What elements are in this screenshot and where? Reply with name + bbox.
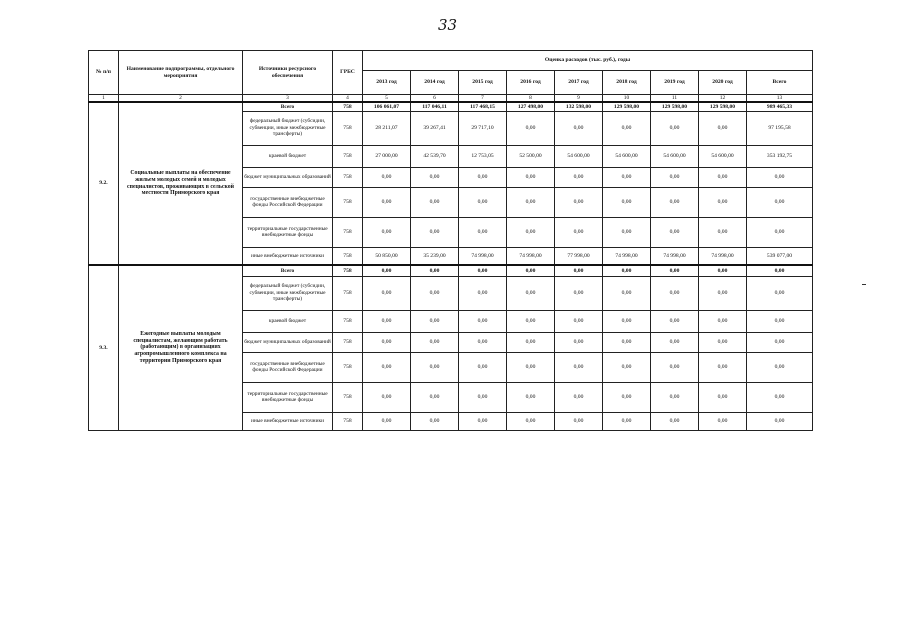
total-value: 353 192,75	[747, 145, 813, 167]
year-value: 0,00	[603, 217, 651, 247]
total-value: 0,00	[747, 217, 813, 247]
grbs-code: 758	[333, 276, 363, 310]
total-value: 0,00	[747, 382, 813, 412]
year-value: 0,00	[411, 310, 459, 332]
column-number: 12	[699, 95, 747, 103]
year-value: 0,00	[699, 310, 747, 332]
year-value: 54 600,00	[603, 145, 651, 167]
year-value: 0,00	[603, 167, 651, 187]
year-value: 117 046,11	[411, 102, 459, 111]
total-row	[89, 265, 813, 276]
year-value: 0,00	[555, 187, 603, 217]
year-value: 0,00	[651, 352, 699, 382]
year-value: 0,00	[507, 352, 555, 382]
column-number: 5	[363, 95, 411, 103]
year-value: 0,00	[459, 412, 507, 430]
year-value: 0,00	[411, 276, 459, 310]
total-value: 0,00	[747, 187, 813, 217]
year-value: 0,00	[555, 265, 603, 276]
year-value: 0,00	[363, 217, 411, 247]
year-value: 0,00	[699, 265, 747, 276]
year-value: 0,00	[507, 276, 555, 310]
funding-source: государственные внебюджетные фонды Российской Федерации	[243, 187, 333, 217]
table-body	[89, 102, 813, 430]
year-value: 0,00	[555, 167, 603, 187]
funding-source: государственные внебюджетные фонды Российской Федерации	[243, 352, 333, 382]
year-value: 129 598,00	[603, 102, 651, 111]
year-value: 0,00	[459, 382, 507, 412]
year-value: 74 998,00	[459, 247, 507, 265]
year-value: 0,00	[507, 332, 555, 352]
year-value: 0,00	[603, 276, 651, 310]
funding-source: Всего	[243, 102, 333, 111]
year-value: 0,00	[363, 276, 411, 310]
section-number: 9.3.	[89, 265, 119, 430]
year-value: 0,00	[363, 265, 411, 276]
year-value: 0,00	[603, 412, 651, 430]
funding-source: федеральный бюджет (субсидии, субвенции, иные межбюджетные трансферты)	[243, 111, 333, 145]
total-value: 0,00	[747, 310, 813, 332]
year-value: 0,00	[603, 382, 651, 412]
year-value: 0,00	[699, 276, 747, 310]
year-value: 0,00	[699, 217, 747, 247]
header-year: 2013 год	[363, 71, 411, 95]
header-estimate: Оценка расходов (тыс. руб.), годы	[363, 51, 813, 71]
section-name: Социальные выплаты на обеспечение жильем молодых семей и молодых специалистов, проживающих в сельской местности Приморского края	[119, 102, 243, 265]
year-value: 0,00	[699, 332, 747, 352]
year-value: 0,00	[555, 310, 603, 332]
year-value: 0,00	[459, 187, 507, 217]
year-value: 117 468,15	[459, 102, 507, 111]
year-value: 0,00	[555, 217, 603, 247]
year-value: 0,00	[459, 332, 507, 352]
funding-source: территориальные государственные внебюджетные фонды	[243, 217, 333, 247]
budget-table-wrapper	[88, 50, 813, 431]
year-value: 0,00	[603, 187, 651, 217]
year-value: 0,00	[699, 382, 747, 412]
year-value: 0,00	[603, 265, 651, 276]
year-value: 0,00	[699, 352, 747, 382]
grbs-code: 758	[333, 352, 363, 382]
year-value: 0,00	[651, 332, 699, 352]
year-value: 29 717,10	[459, 111, 507, 145]
grbs-code: 758	[333, 187, 363, 217]
funding-source: краевой бюджет	[243, 145, 333, 167]
total-value: 97 195,58	[747, 111, 813, 145]
budget-table	[88, 50, 813, 431]
year-value: 0,00	[555, 111, 603, 145]
column-number: 8	[507, 95, 555, 103]
year-value: 35 239,00	[411, 247, 459, 265]
year-value: 0,00	[411, 382, 459, 412]
header-grbs: ГРБС	[333, 51, 363, 95]
year-value: 0,00	[507, 217, 555, 247]
year-value: 0,00	[651, 276, 699, 310]
year-value: 0,00	[507, 167, 555, 187]
year-value: 0,00	[651, 265, 699, 276]
grbs-code: 758	[333, 102, 363, 111]
year-value: 74 998,00	[507, 247, 555, 265]
year-value: 0,00	[699, 187, 747, 217]
column-number: 7	[459, 95, 507, 103]
year-value: 0,00	[411, 217, 459, 247]
year-value: 0,00	[411, 187, 459, 217]
year-value: 0,00	[555, 382, 603, 412]
year-value: 0,00	[651, 187, 699, 217]
column-number: 6	[411, 95, 459, 103]
grbs-code: 758	[333, 332, 363, 352]
total-value: 0,00	[747, 332, 813, 352]
funding-source: бюджет муниципальных образований	[243, 332, 333, 352]
year-value: 12 753,05	[459, 145, 507, 167]
year-value: 129 598,00	[699, 102, 747, 111]
year-value: 0,00	[459, 167, 507, 187]
year-value: 50 850,00	[363, 247, 411, 265]
year-value: 0,00	[363, 332, 411, 352]
year-value: 74 998,00	[603, 247, 651, 265]
year-value: 0,00	[507, 382, 555, 412]
section-number: 9.2.	[89, 102, 119, 265]
year-value: 54 600,00	[651, 145, 699, 167]
year-value: 28 211,07	[363, 111, 411, 145]
total-value: 0,00	[747, 265, 813, 276]
year-value: 106 061,07	[363, 102, 411, 111]
total-value: 0,00	[747, 276, 813, 310]
year-value: 54 600,00	[699, 145, 747, 167]
column-number: 3	[243, 95, 333, 103]
year-value: 0,00	[603, 310, 651, 332]
year-value: 0,00	[603, 332, 651, 352]
total-value: 0,00	[747, 412, 813, 430]
grbs-code: 758	[333, 145, 363, 167]
year-value: 74 998,00	[699, 247, 747, 265]
funding-source: иные внебюджетные источники	[243, 247, 333, 265]
year-value: 52 500,00	[507, 145, 555, 167]
year-value: 77 998,00	[555, 247, 603, 265]
grbs-code: 758	[333, 217, 363, 247]
year-value: 54 600,00	[555, 145, 603, 167]
year-value: 0,00	[411, 352, 459, 382]
funding-source: территориальные государственные внебюджетные фонды	[243, 382, 333, 412]
header-name: Наименование подпрограммы, отдельного мероприятия	[119, 51, 243, 95]
total-value: 0,00	[747, 167, 813, 187]
year-value: 0,00	[555, 352, 603, 382]
year-value: 0,00	[363, 352, 411, 382]
stray-mark	[862, 284, 866, 285]
year-value: 0,00	[651, 382, 699, 412]
year-value: 0,00	[459, 265, 507, 276]
grbs-code: 758	[333, 111, 363, 145]
year-value: 0,00	[411, 265, 459, 276]
year-value: 132 598,00	[555, 102, 603, 111]
column-number: 4	[333, 95, 363, 103]
year-value: 0,00	[363, 187, 411, 217]
column-number: 10	[603, 95, 651, 103]
section-name: Ежегодные выплаты молодым специалистам, желающим работать (работающим) в организациях агропромышленного комплекса на территории Приморского края	[119, 265, 243, 430]
column-number: 1	[89, 95, 119, 103]
grbs-code: 758	[333, 310, 363, 332]
column-number: 9	[555, 95, 603, 103]
year-value: 42 539,70	[411, 145, 459, 167]
year-value: 0,00	[363, 167, 411, 187]
header-year: 2019 год	[651, 71, 699, 95]
year-value: 0,00	[363, 412, 411, 430]
total-value: 0,00	[747, 352, 813, 382]
header-number: № п/п	[89, 51, 119, 95]
grbs-code: 758	[333, 167, 363, 187]
header-year: 2020 год	[699, 71, 747, 95]
header-year: 2014 год	[411, 71, 459, 95]
header-total: Всего	[747, 71, 813, 95]
grbs-code: 758	[333, 247, 363, 265]
funding-source: иные внебюджетные источники	[243, 412, 333, 430]
year-value: 0,00	[507, 310, 555, 332]
year-value: 0,00	[411, 412, 459, 430]
year-value: 0,00	[651, 412, 699, 430]
funding-source: Всего	[243, 265, 333, 276]
year-value: 39 267,41	[411, 111, 459, 145]
year-value: 127 498,00	[507, 102, 555, 111]
year-value: 74 998,00	[651, 247, 699, 265]
grbs-code: 758	[333, 412, 363, 430]
year-value: 0,00	[411, 332, 459, 352]
year-value: 0,00	[651, 217, 699, 247]
column-numbers-row	[89, 95, 813, 103]
header-year: 2017 год	[555, 71, 603, 95]
grbs-code: 758	[333, 265, 363, 276]
year-value: 0,00	[699, 167, 747, 187]
year-value: 0,00	[507, 412, 555, 430]
total-value: 989 465,33	[747, 102, 813, 111]
year-value: 0,00	[651, 310, 699, 332]
funding-source: бюджет муниципальных образований	[243, 167, 333, 187]
header-source: Источники ресурсного обеспечения	[243, 51, 333, 95]
column-number: 2	[119, 95, 243, 103]
grbs-code: 758	[333, 382, 363, 412]
year-value: 0,00	[555, 412, 603, 430]
year-value: 27 000,00	[363, 145, 411, 167]
year-value: 0,00	[507, 265, 555, 276]
year-value: 0,00	[459, 310, 507, 332]
year-value: 0,00	[507, 187, 555, 217]
column-number: 11	[651, 95, 699, 103]
year-value: 0,00	[603, 352, 651, 382]
header-year: 2015 год	[459, 71, 507, 95]
year-value: 0,00	[699, 412, 747, 430]
header-year: 2018 год	[603, 71, 651, 95]
year-value: 0,00	[459, 276, 507, 310]
header-year: 2016 год	[507, 71, 555, 95]
year-value: 0,00	[507, 111, 555, 145]
year-value: 0,00	[651, 167, 699, 187]
funding-source: федеральный бюджет (субсидии, субвенции, иные межбюджетные трансферты)	[243, 276, 333, 310]
year-value: 0,00	[555, 276, 603, 310]
year-value: 0,00	[459, 217, 507, 247]
year-value: 0,00	[699, 111, 747, 145]
total-value: 539 077,00	[747, 247, 813, 265]
year-value: 0,00	[411, 167, 459, 187]
year-value: 0,00	[459, 352, 507, 382]
year-value: 129 598,00	[651, 102, 699, 111]
total-row	[89, 102, 813, 111]
year-value: 0,00	[555, 332, 603, 352]
year-value: 0,00	[363, 382, 411, 412]
year-value: 0,00	[651, 111, 699, 145]
funding-source: краевой бюджет	[243, 310, 333, 332]
year-value: 0,00	[363, 310, 411, 332]
year-value: 0,00	[603, 111, 651, 145]
page-number: 33	[438, 16, 458, 34]
column-number: 13	[747, 95, 813, 103]
